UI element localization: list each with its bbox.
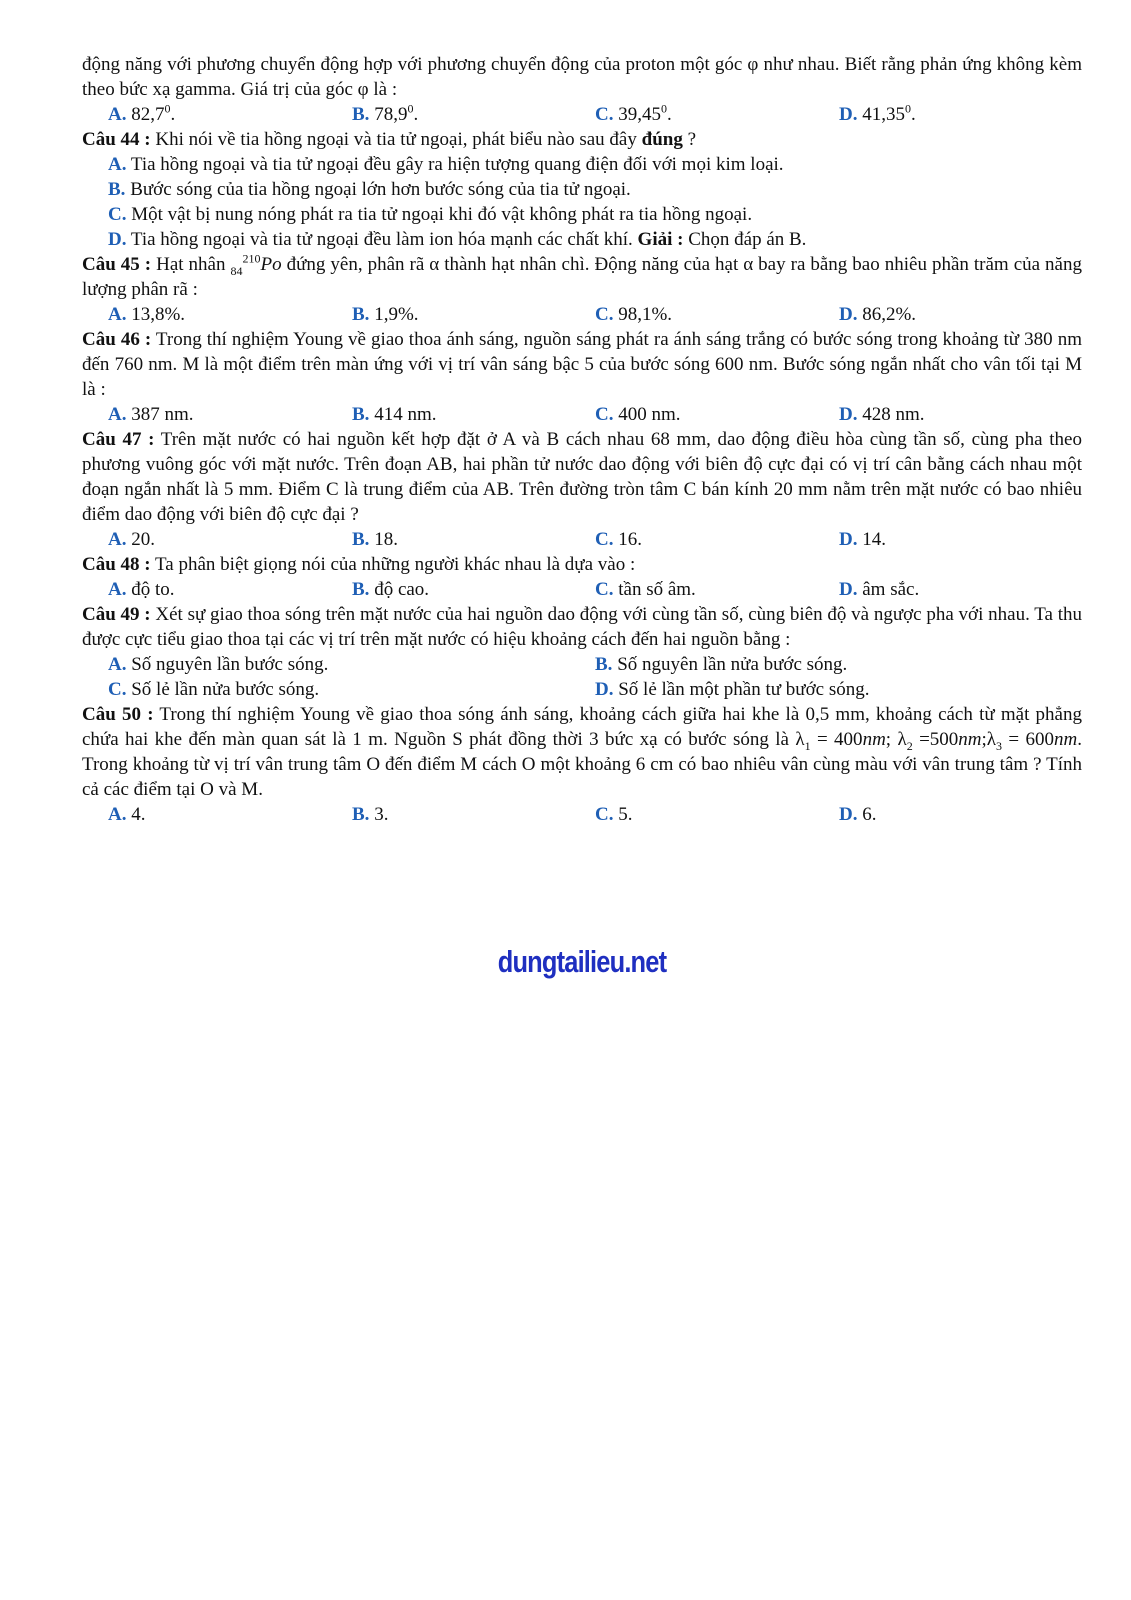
q49-option-a: A. Số nguyên lần bước sóng. — [108, 654, 329, 675]
q46-option-c: C. 400 nm. — [595, 404, 681, 425]
q47-option-d: D. 14. — [839, 529, 886, 550]
q45-option-a: A. 13,8%. — [108, 304, 186, 325]
q49-options-row2 — [82, 677, 1082, 702]
q44-solution: Chọn đáp án B. — [683, 229, 807, 250]
exam-content — [82, 52, 1083, 979]
q50-stem: Câu 50 : Trong thí nghiệm Young về giao thoa sóng ánh sáng, khoảng cách giữa hai khe là 0,5 mm, khoảng cách từ mặt phẳng chứa hai khe đến màn quan sát là 1 m. Nguồn S phát đồng thời 3 bức xạ có bước sóng là $\lambda_1 = 400nm$; $\lambda_2$ $=500nm;\lambda_3 = 600nm$. Trong khoảng từ vị trí vân trung tâm O đến điểm M cách O một khoảng 6 cm có bao nhiêu vân cùng màu với vân trung tâm ? Tính cả các điểm tại O và M. — [82, 704, 1083, 800]
q43-option-a: A. 82,7$^0$. — [108, 101, 176, 125]
q45-option-d: D. 86,2%. — [839, 304, 917, 325]
q49-option-b: B. Số nguyên lần nửa bước sóng. — [595, 654, 848, 675]
q46-option-b: B. 414 nm. — [352, 404, 437, 425]
q46-option-d: D. 428 nm. — [839, 404, 925, 425]
q48-option-b: B. độ cao. — [352, 579, 430, 600]
site-watermark: dungtailieu.net — [497, 944, 667, 979]
q50-option-c: C. 5. — [595, 804, 633, 825]
q45-stem: Câu 45 : Hạt nhân $_{84}^{210}$Po đứng yên, phân rã α thành hạt nhân chì. Động năng của hạt α bay ra bằng bao nhiêu phần trăm của năng lượng phân rã : — [82, 251, 1082, 300]
q48-option-c: C. tần số âm. — [595, 579, 696, 600]
q46-stem: Câu 46 : Trong thí nghiệm Young về giao thoa ánh sáng, nguồn sáng phát ra ánh sáng trắng có bước sóng trong khoảng từ 380 nm đến 760 nm. M là một điểm trên màn ứng với vị trí vân sáng bậc 5 của bước sóng 600 nm. Bước sóng ngắn nhất cho vân tối tại M là : — [82, 329, 1082, 400]
q44-option-d: D. Tia hồng ngoại và tia tử ngoại đều làm ion hóa mạnh các chất khí. Giải : Chọn đáp án B. — [108, 229, 807, 250]
q48-option-d: D. âm sắc. — [839, 579, 920, 600]
q43-options — [82, 102, 1082, 127]
q49-option-c: C. Số lẻ lần nửa bước sóng. — [108, 679, 320, 700]
q50-option-d: D. 6. — [839, 804, 877, 825]
q44-solution-label: Giải : — [637, 229, 684, 250]
q48-options — [82, 577, 1082, 602]
q49-options-row1 — [82, 652, 1082, 677]
q50-options — [82, 802, 1082, 827]
q44-option-a: A. Tia hồng ngoại và tia tử ngoại đều gây ra hiện tượng quang điện đối với mọi kim loại. — [108, 154, 784, 175]
q48-option-a: A. độ to. — [108, 579, 175, 600]
q47-stem: Câu 47 : Trên mặt nước có hai nguồn kết hợp đặt ở A và B cách nhau 68 mm, dao động điều hòa cùng tần số, cùng pha theo phương vuông góc với mặt nước. Trên đoạn AB, hai phần tử nước dao động với biên độ cực đại có vị trí cân bằng cách nhau một đoạn ngắn nhất là 5 mm. Điểm C là trung điểm của AB. Trên đường tròn tâm C bán kính 20 mm nằm trên mặt nước có bao nhiêu điểm dao động với biên độ cực đại ? — [82, 429, 1082, 525]
q43-option-d: D. 41,35$^0$. — [839, 101, 916, 125]
q45-option-c: C. 98,1%. — [595, 304, 673, 325]
q49-option-d: D. Số lẻ lần một phần tư bước sóng. — [595, 679, 870, 700]
q46-options — [82, 402, 1082, 427]
q43-option-b: B. 78,9$^0$. — [352, 101, 419, 125]
q44-stem: Câu 44 : Khi nói về tia hồng ngoại và tia tử ngoại, phát biểu nào sau đây đúng ? — [82, 129, 697, 150]
q44-option-c: C. Một vật bị nung nóng phát ra tia tử ngoại khi đó vật không phát ra tia hồng ngoại. — [108, 204, 753, 225]
q43-option-c: C. 39,45$^0$. — [595, 101, 672, 125]
q47-options — [82, 527, 1082, 552]
q49-stem: Câu 49 : Xét sự giao thoa sóng trên mặt nước của hai nguồn dao động với cùng tần số, cùng biên độ và ngược pha với nhau. Ta thu được cực tiểu giao thoa tại các vị trí trên mặt nước có hiệu khoảng cách đến hai nguồn bằng : — [82, 604, 1082, 650]
q47-option-b: B. 18. — [352, 529, 398, 550]
q50-option-a: A. 4. — [108, 804, 146, 825]
q46-option-a: A. 387 nm. — [108, 404, 194, 425]
q50-option-b: B. 3. — [352, 804, 389, 825]
q44-option-b: B. Bước sóng của tia hồng ngoại lớn hơn bước sóng của tia tử ngoại. — [108, 179, 631, 200]
q48-stem: Câu 48 : Ta phân biệt giọng nói của những người khác nhau là dựa vào : — [82, 554, 636, 575]
q45-options — [82, 302, 1082, 327]
q43-stem: động năng với phương chuyển động hợp với phương chuyển động của proton một góc φ như nhau. Biết rằng phản ứng không kèm theo bức xạ gamma. Giá trị của góc φ là : — [82, 54, 1082, 100]
q45-option-b: B. 1,9%. — [352, 304, 419, 325]
q47-option-c: C. 16. — [595, 529, 642, 550]
q47-option-a: A. 20. — [108, 529, 155, 550]
